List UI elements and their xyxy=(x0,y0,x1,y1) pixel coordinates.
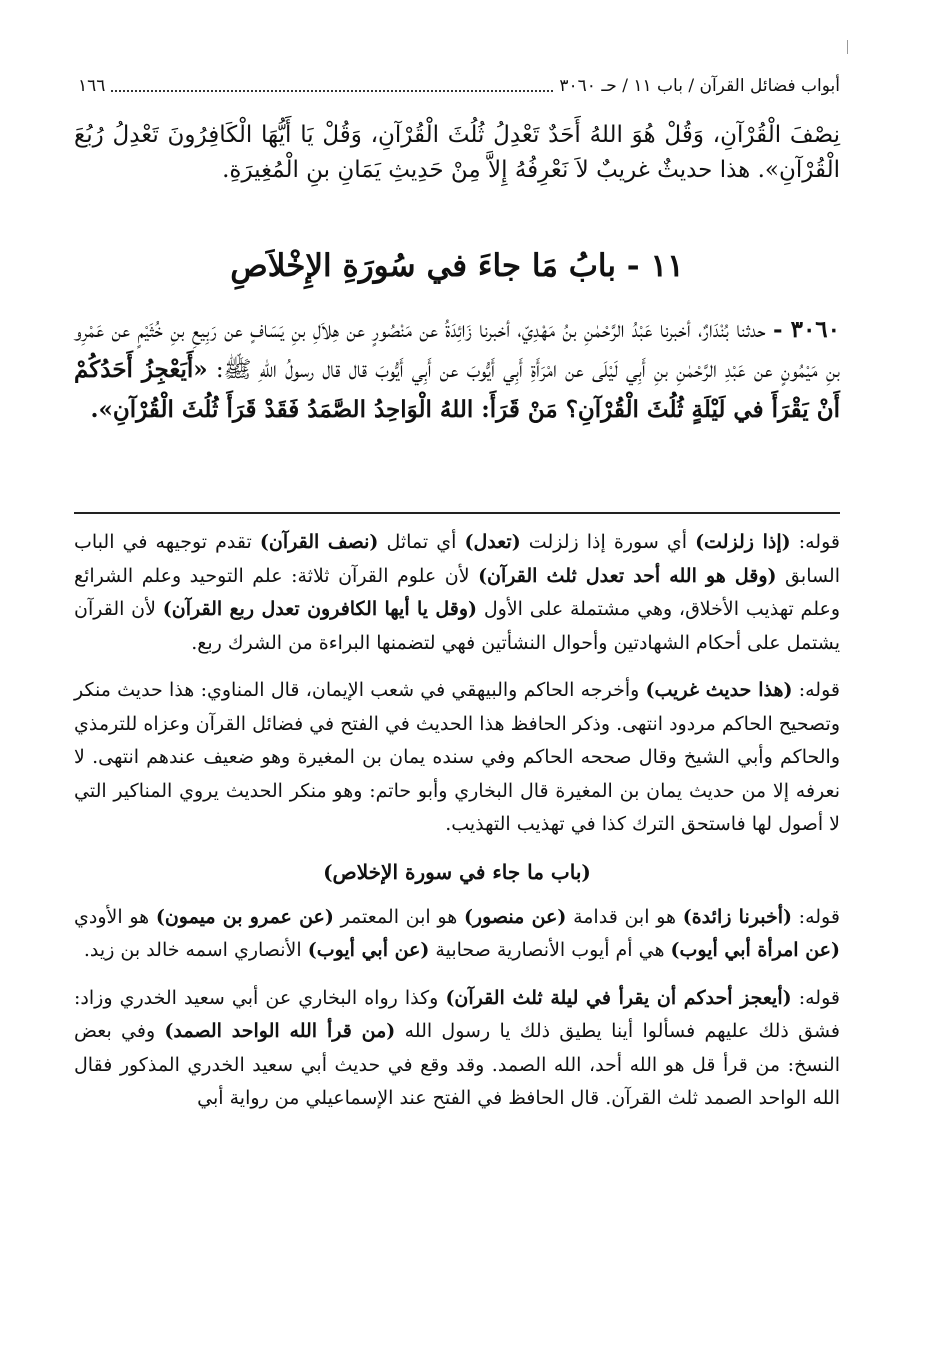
commentary-paragraph xyxy=(74,674,840,842)
commentary-quoted-phrase: (عن منصور) xyxy=(463,905,567,928)
commentary-paragraph xyxy=(74,526,840,660)
commentary-paragraph xyxy=(74,901,840,968)
commentary-quoted-phrase: (عن امرأة أبي أيوب) xyxy=(670,939,840,961)
hadith-block xyxy=(74,310,840,430)
page-number: ١٦٦ xyxy=(78,76,106,96)
footnote-separator-rule xyxy=(74,512,840,514)
commentary-text: هو ابن قدامة xyxy=(566,905,683,928)
running-head-leader-dots xyxy=(111,81,553,92)
commentary-quoted-phrase: (عن عمرو بن ميمون) xyxy=(155,905,334,928)
commentary-quoted-phrase: (إذا زلزلت) xyxy=(695,531,791,553)
commentary-quoted-phrase: (وقل هو الله أحد تعدل ثلث القرآن) xyxy=(478,564,777,587)
commentary-text: قوله: xyxy=(790,531,840,553)
commentary-text: هي أم أيوب الأنصارية صحابية xyxy=(429,939,671,961)
commentary-quoted-phrase: (أخبرنا زائدة) xyxy=(682,905,792,928)
hadith-number: ٣٠٦٠ - xyxy=(773,316,841,343)
commentary-quoted-phrase: (تعدل) xyxy=(464,531,521,553)
commentary-text: لأن القرآن يشتمل على أحكام الشهادتين وأحوال النشأتين فهي لتضمنها البراءة من الشرك ربع. xyxy=(74,598,840,654)
chapter-title: ١١ - بابُ مَا جاءَ في سُورَةِ الإِخْلاَصِ xyxy=(230,248,684,284)
commentary-quoted-phrase: (عن أبي أيوب) xyxy=(307,939,430,961)
commentary-text: الأنصاري اسمه خالد بن زيد. xyxy=(83,939,308,961)
commentary-text: هو الأودي xyxy=(74,905,156,928)
commentary-heading: (باب ما جاء في سورة الإخلاص) xyxy=(323,859,591,884)
hadith-matn: «أَيَعْجِزُ أَحَدُكُمْ أَنْ يَقْرَأَ في لَيْلَةٍ ثُلُثَ الْقُرْآنِ؟ مَنْ قَرَأَ: اللهُ الْوَاحِدُ الصَّمَدُ فَقَدْ قَرَأَ ثُلُثَ الْقُرْآنِ». xyxy=(74,356,840,423)
commentary-text: هو ابن المعتمر xyxy=(333,905,464,928)
commentary-paragraph xyxy=(74,982,840,1116)
commentary-text: قوله: xyxy=(792,679,840,701)
commentary-text: قوله: xyxy=(791,986,840,1009)
commentary-quoted-phrase: (هذا حديث غريب) xyxy=(645,679,793,701)
commentary-text: تقدم توجيهه في الباب السابق xyxy=(74,531,840,587)
commentary-text: وأخرجه الحاكم والبيهقي في شعب الإيمان، قال المناوي: هذا حديث منكر وتصحيح الحاكم مردود انتهى. وذكر الحافظ هذا الحديث في الفتح في فضائل القرآن وعزاه للترمذي والحاكم وأبي الشيخ وقال صححه الحاكم وفي سنده يمان بن المغيرة وهو ضعيف عندهم انتهى. لا نعرفه إلا من حديث يمان بن المغيرة قال البخاري وأبو حاتم: وهو منكر الحديث يروي المناكير التي لا أصول لها فاستحق الترك كذا في تهذيب التهذيب. xyxy=(74,679,840,835)
hadith-isnad: حدثنا بُنْدَارٌ، أخبرنا عَبْدُ الرَّحْمٰنِ بنُ مَهْدِيّ، أخبرنا زَائِدَةُ عن مَنْصُورٍ عن هِلاَلِ بنِ يَسَافٍ عن رَبِيعِ بنِ خُثَيْمٍ عن عَمْرِو بنِ مَيْمُونٍ عن عَبْدِ الرَّحْمٰنِ بنِ أَبِي لَيْلَى عن امْرَأَةِ أَبِي أَيُّوبَ عن أَبِي أَيُّوبَ قال قال رسولُ اللهِ ﷺ: xyxy=(74,317,841,383)
commentary-quoted-phrase: (أيعجز أحدكم أن يقرأ في ليلة ثلث القرآن) xyxy=(445,986,792,1009)
main-text-continuation: نِصْفَ الْقُرْآنِ، وَقُلْ هُوَ اللهُ أَحَدٌ تَعْدِلُ ثُلُثَ الْقُرْآنِ، وَقُلْ يَا أَيُّهَا الْكَافِرُونَ تَعْدِلُ رُبُعَ الْقُرْآنِ». هذا حديثٌ غريبٌ لاَ نَعْرِفُهُ إِلاَّ مِنْ حَدِيثِ يَمَانِ بنِ الْمُغِيرَةِ. xyxy=(74,122,840,183)
commentary-text: وكذا رواه البخاري عن أبي سعيد الخدري وزاد: فشق ذلك عليهم فسألوا أينا يطيق ذلك يا رسول الله xyxy=(74,986,840,1042)
page-edge-mark xyxy=(847,40,848,54)
commentary-text: قوله: xyxy=(791,905,840,928)
commentary-text: وفي بعض النسخ: من قرأ قل هو الله أحد، الله الصمد. وقد وقع في حديث أبي سعيد الخدري المذكور فقال الله الواحد الصمد ثلث القرآن. قال الحافظ في الفتح عند الإسماعيلي من رواية أبي xyxy=(74,1020,840,1109)
commentary-quoted-phrase: (من قرأ الله الواحد الصمد) xyxy=(164,1020,396,1042)
commentary-quoted-phrase: (وقل يا أيها الكافرون تعدل ربع القرآن) xyxy=(162,598,478,620)
running-head xyxy=(74,74,840,98)
commentary-text: أي سورة إذا زلزلت xyxy=(520,531,696,553)
running-head-title: أبواب فضائل القرآن / باب ١١ / حـ ٣٠٦٠ xyxy=(559,76,840,96)
commentary-quoted-phrase: (نصف القرآن) xyxy=(259,531,379,553)
commentary xyxy=(74,526,840,1130)
commentary-text: أي تماثل xyxy=(378,531,465,553)
commentary-text: لأن علوم القرآن ثلاثة: علم التوحيد وعلم الشرائع وعلم تهذيب الأخلاق، وهي مشتملة على الأول xyxy=(74,564,841,620)
